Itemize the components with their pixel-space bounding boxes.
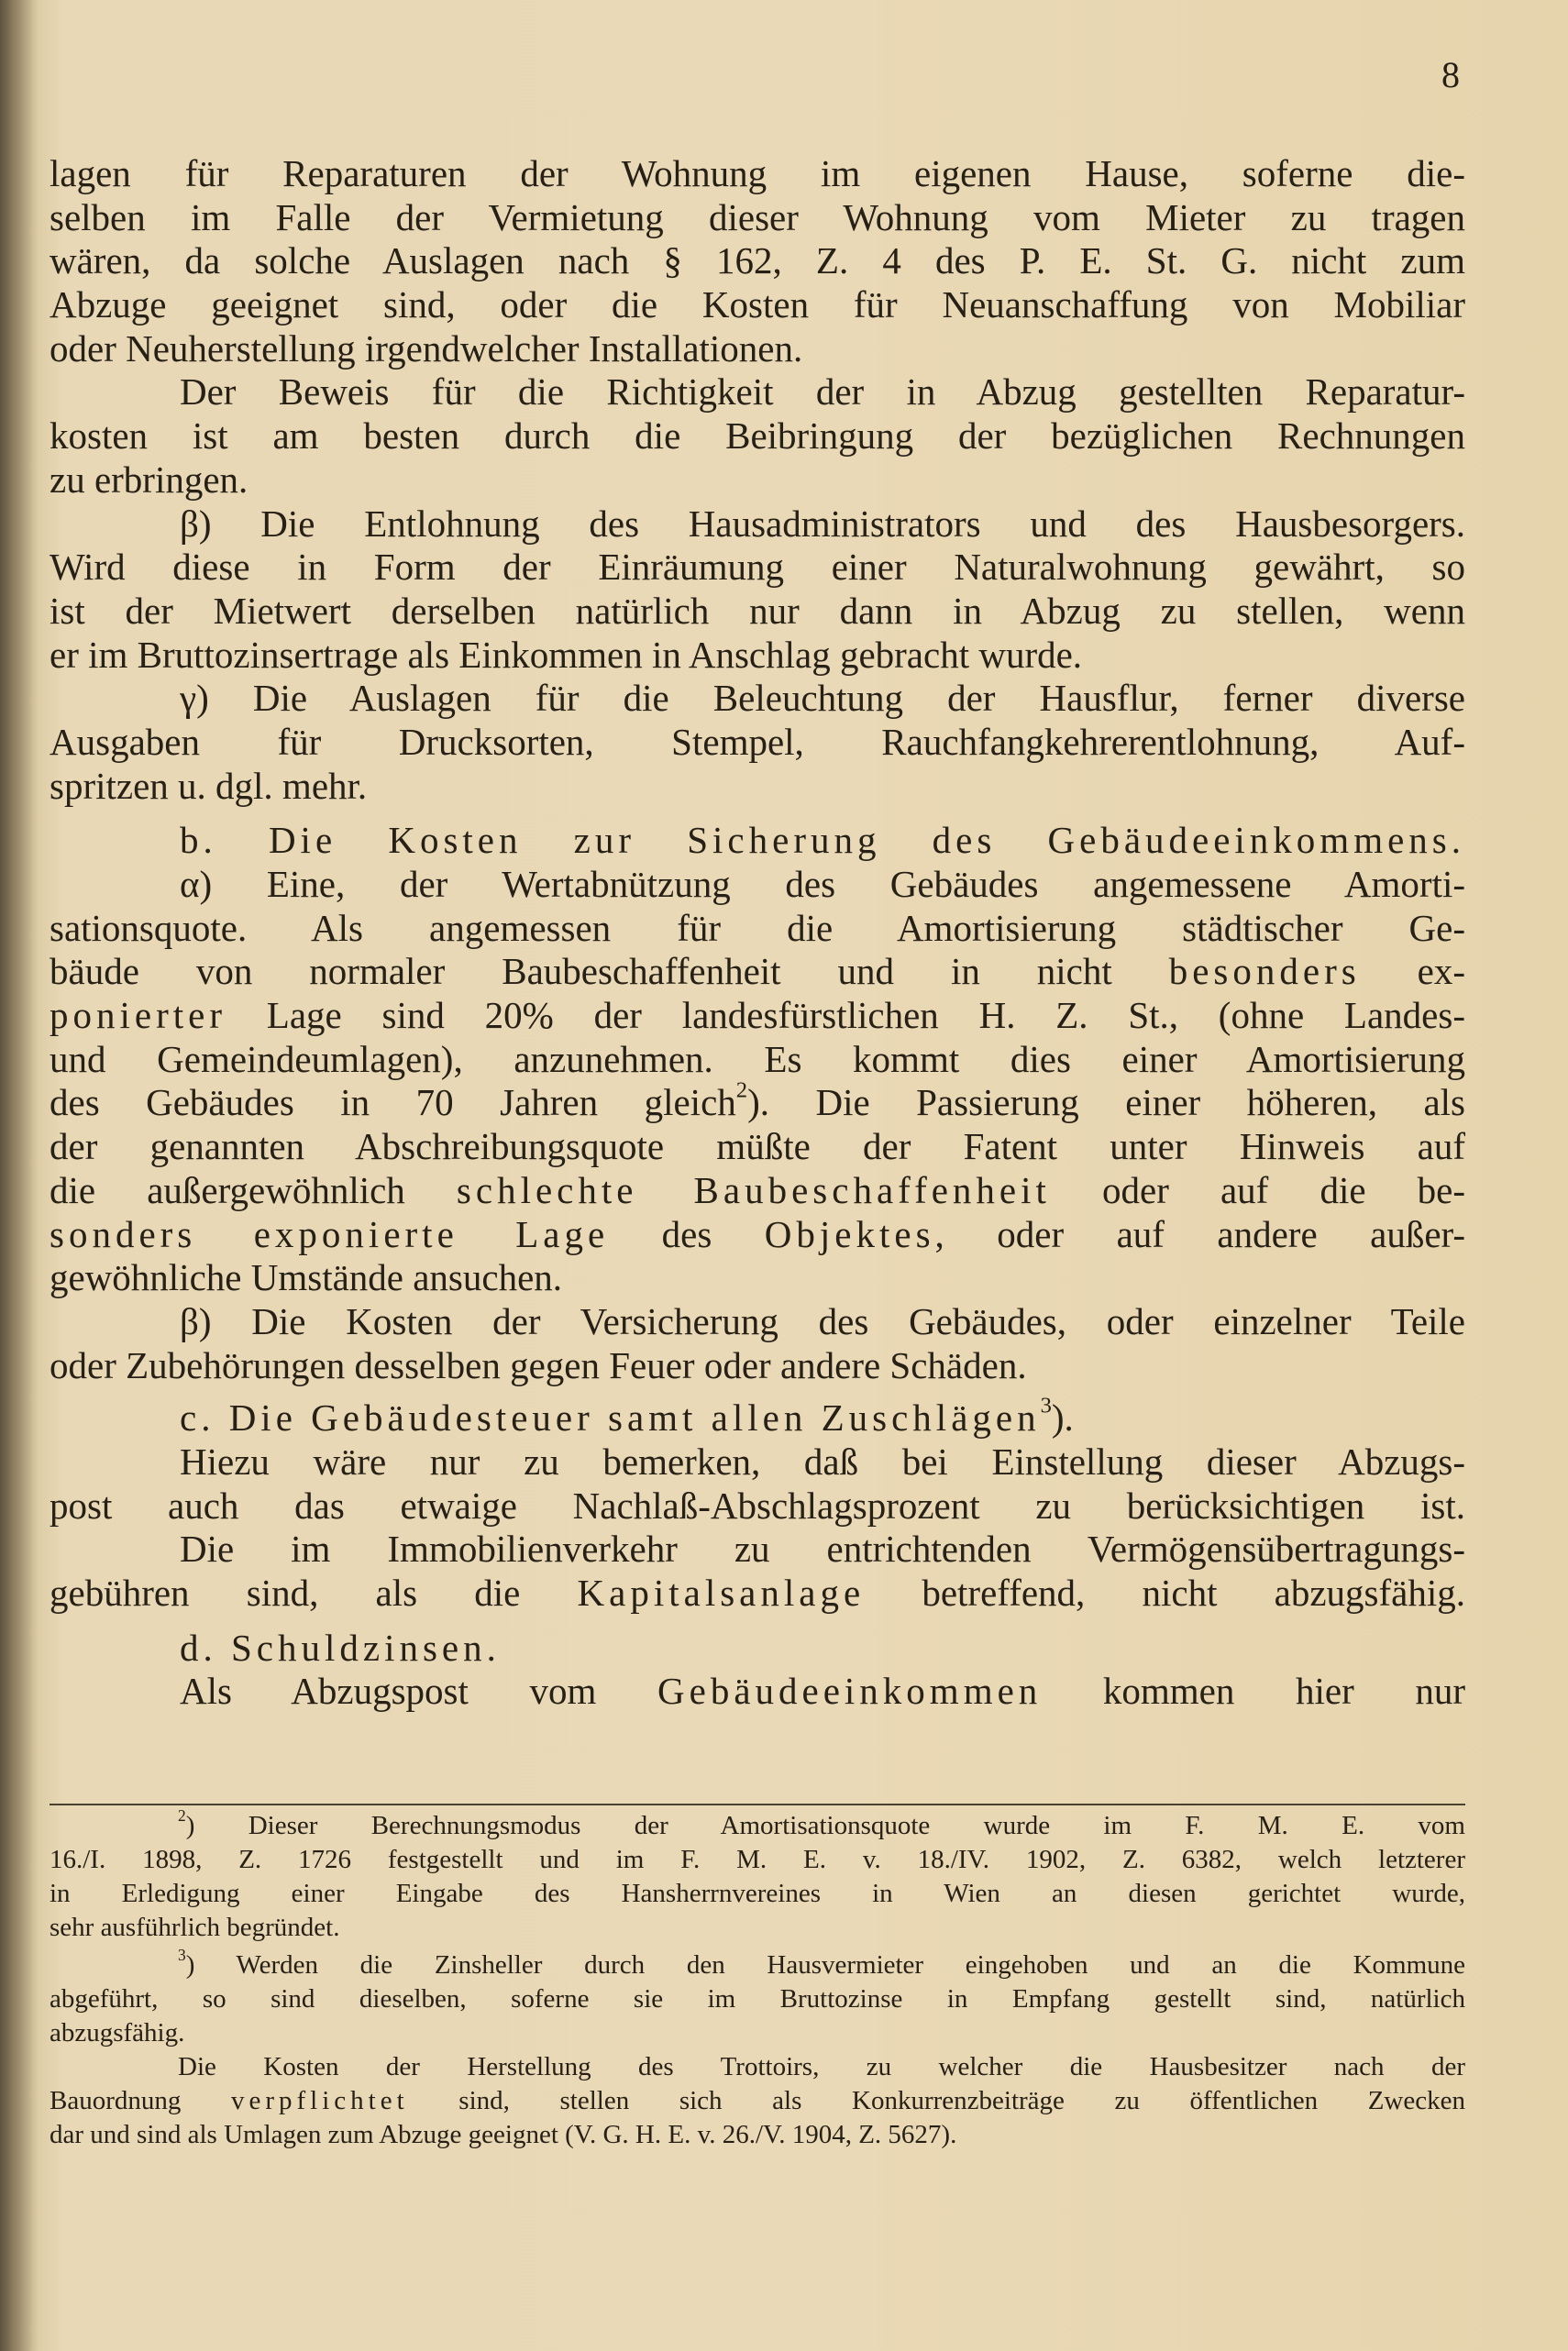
text-line: ponierter Lage sind 20% der landesfürstlichen H. Z. St., (ohne Landes- — [50, 994, 1465, 1037]
footnote-line: sehr ausführlich begründet. — [50, 1913, 340, 1942]
text-line: und Gemeindeumlagen), anzunehmen. Es kommt dies einer Amortisierung — [50, 1037, 1465, 1080]
text-line: zu erbringen. — [50, 458, 248, 501]
text-line: post auch das etwaige Nachlaß-Abschlagsprozent zu berücksichtigen ist. — [50, 1484, 1465, 1527]
text-line: er im Bruttozinsertrage als Einkommen in Anschlag gebracht wurde. — [50, 633, 1083, 676]
footnote-line: Die Kosten der Herstellung des Trottoirs, zu welcher die Hausbesitzer nach der — [178, 2052, 1465, 2081]
footnote-line: dar und sind als Umlagen zum Abzuge geeignet (V. G. H. E. v. 26./V. 1904, Z. 5627). — [50, 2120, 957, 2149]
text-line: gewöhnliche Umstände ansuchen. — [50, 1256, 563, 1299]
footnotes — [50, 1804, 1465, 2152]
footnote-line: in Erledigung einer Eingabe des Hansherrnvereines in Wien an diesen gerichtet wurde, — [50, 1879, 1465, 1908]
footnote-number: 2 — [178, 1809, 186, 1826]
text-line: lagen für Reparaturen der Wohnung im eigenen Hause, soferne die- — [50, 152, 1465, 194]
footnote-line: $^2$) Dieser Berechnungsmodus der Amortisationsquote wurde im F. M. E. vom — [50, 1809, 1465, 1843]
text-line: spritzen u. dgl. mehr. — [50, 764, 368, 807]
text-line: oder Zubehörungen desselben gegen Feuer oder andere Schäden. — [50, 1343, 1027, 1386]
text-line: ist der Mietwert derselben natürlich nur dann in Abzug zu stellen, wenn — [50, 589, 1465, 632]
text-line: gebühren sind, als die Kapitalsanlage betreffend, nicht abzugsfähig. — [50, 1572, 1465, 1614]
body-text — [50, 152, 1465, 1714]
footnote-line: 16./I. 1898, Z. 1726 festgestellt und im F. M. E. v. 18./IV. 1902, Z. 6382, welch letzterer — [50, 1845, 1465, 1874]
text-line: Wird diese in Form der Einräumung einer Naturalwohnung gewährt, so — [50, 546, 1465, 589]
footnote-line: $^3$) Werden die Zinsheller durch den Hausvermieter eingehoben und an die Kommune — [50, 1948, 1465, 1982]
footnote-line: abgeführt, so sind dieselben, soferne sie im Bruttozinse in Empfang gestellt sind, natürlich — [50, 1984, 1465, 2014]
text-line: β) Die Entlohnung des Hausadministrators und des Hausbesorgers. — [180, 502, 1465, 545]
text-line: oder Neuherstellung irgendwelcher Installationen. — [50, 326, 803, 370]
section-heading-c: c. Die Gebäudesteuer samt allen Zuschlägen$^3$). — [50, 1396, 1465, 1440]
text-line: des Gebäudes in 70 Jahren gleich$^2$). Die Passierung einer höheren, als — [50, 1081, 1465, 1125]
text-line: selben im Falle der Vermietung dieser Wohnung vom Mieter zu tragen — [50, 195, 1465, 238]
section-heading-d: d. Schuldzinsen. — [180, 1626, 501, 1669]
text-line: Als Abzugspost vom Gebäudeeinkommen kommen hier nur — [180, 1670, 1465, 1713]
text-line: sonders exponierte Lage des Objektes, oder auf andere außer- — [50, 1212, 1465, 1255]
footnote-line: Bauordnung verpflichtet sind, stellen sich als Konkurrenzbeiträge zu öffentlichen Zwecken — [50, 2086, 1465, 2115]
text-line: α) Eine, der Wertabnützung des Gebäudes angemessene Amorti- — [180, 863, 1465, 905]
footnote-ref: 3 — [1040, 1396, 1052, 1418]
text-line: bäude von normaler Baubeschaffenheit und in nicht besonders ex- — [50, 950, 1465, 993]
page-number: 8 — [1441, 54, 1460, 95]
text-line: der genannten Abschreibungsquote müßte der Fatent unter Hinweis auf — [50, 1125, 1465, 1168]
text-line: Abzuge geeignet sind, oder die Kosten für Neuanschaffung von Mobiliar — [50, 283, 1465, 326]
section-heading-b: b. Die Kosten zur Sicherung des Gebäudeeinkommens. — [180, 819, 1465, 862]
text-line: Die im Immobilienverkehr zu entrichtenden Vermögensübertragungs- — [180, 1528, 1465, 1571]
footnote-number: 3 — [178, 1948, 186, 1965]
text-line: die außergewöhnlich schlechte Baubeschaffenheit oder auf die be- — [50, 1168, 1465, 1211]
text-line: Ausgaben für Drucksorten, Stempel, Rauchfangkehrerentlohnung, Auf- — [50, 720, 1465, 763]
text-line: wären, da solche Auslagen nach § 162, Z. 4 des P. E. St. G. nicht zum — [50, 239, 1465, 282]
text-line: kosten ist am besten durch die Beibringung der bezüglichen Rechnungen — [50, 414, 1465, 458]
binding-shadow — [0, 0, 39, 2351]
text-line: sationsquote. Als angemessen für die Amortisierung städtischer Ge- — [50, 906, 1465, 949]
text-line: Hiezu wäre nur zu bemerken, daß bei Einstellung dieser Abzugs- — [180, 1440, 1465, 1483]
footnote-ref: 2 — [735, 1081, 748, 1103]
text-line: γ) Die Auslagen für die Beleuchtung der Hausflur, ferner diverse — [180, 677, 1465, 720]
text-line: β) Die Kosten der Versicherung des Gebäudes, oder einzelner Teile — [180, 1299, 1465, 1342]
text-line: Der Beweis für die Richtigkeit der in Abzug gestellten Reparatur- — [180, 370, 1465, 414]
footnote-line: abzugsfähig. — [50, 2018, 185, 2047]
